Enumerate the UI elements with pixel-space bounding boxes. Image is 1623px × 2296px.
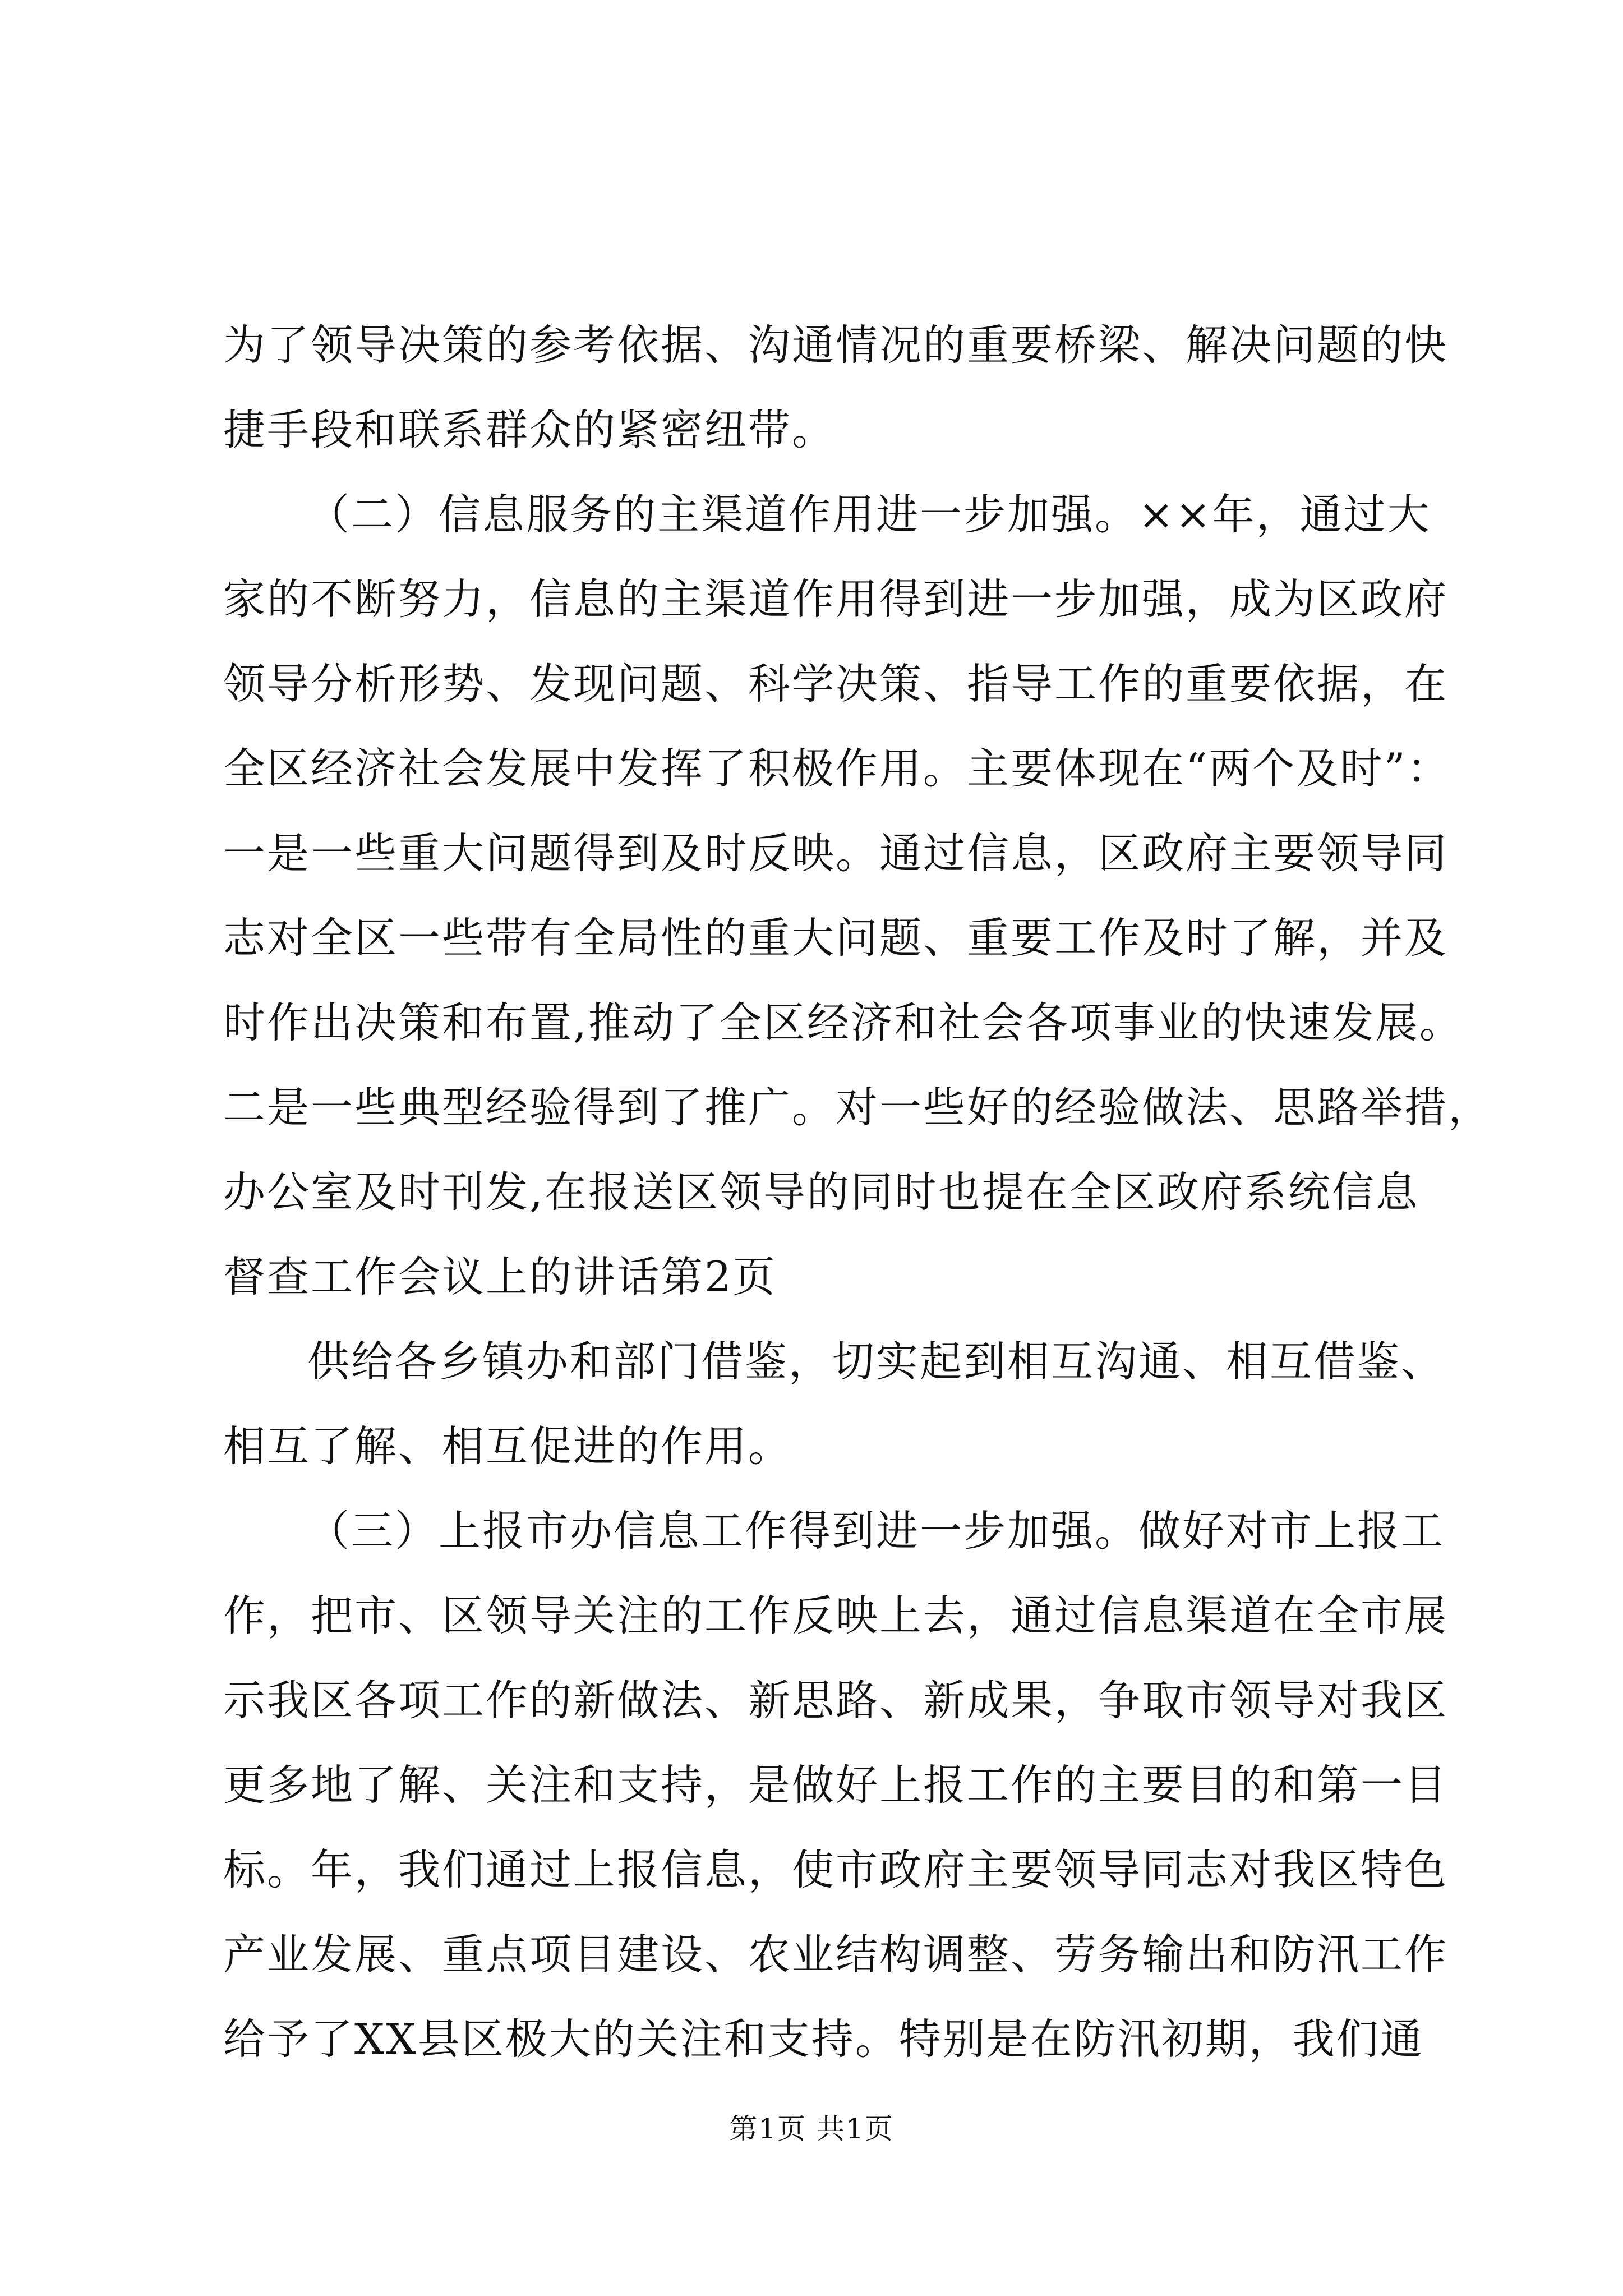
text-line: 家的不断努力，信息的主渠道作用得到进一步加强，成为区政府 bbox=[223, 574, 1449, 624]
text-line: 标。年，我们通过上报信息，使市政府主要领导同志对我区特色 bbox=[223, 1845, 1449, 1894]
text-line: 产业发展、重点项目建设、农业结构调整、劳务输出和防汛工作 bbox=[223, 1930, 1449, 1979]
text-line: 领导分析形势、发现问题、科学决策、指导工作的重要依据，在 bbox=[223, 659, 1449, 708]
text-line: 为了领导决策的参考依据、沟通情况的重要桥梁、解决问题的快 bbox=[223, 320, 1449, 370]
text-line: 二是一些典型经验得到了推广。对一些好的经验做法、思路举措， bbox=[223, 1083, 1492, 1132]
text-line: 一是一些重大问题得到及时反映。通过信息，区政府主要领导同 bbox=[223, 829, 1449, 878]
body-text bbox=[223, 303, 1492, 2082]
text-line: 时作出决策和布置,推动了全区经济和社会各项事业的快速发展。 bbox=[223, 998, 1463, 1047]
text-line: 志对全区一些带有全局性的重大问题、重要工作及时了解，并及 bbox=[223, 913, 1449, 963]
text-line: 全区经济社会发展中发挥了积极作用。主要体现在“两个及时”： bbox=[223, 744, 1451, 793]
page-title-line: 督查工作会议上的讲话第2页 bbox=[223, 1252, 777, 1301]
text-line: 捷手段和联系群众的紧密纽带。 bbox=[223, 405, 836, 454]
text-line: 供给各乡镇办和部门借鉴，切实起到相互沟通、相互借鉴、 bbox=[307, 1337, 1445, 1386]
page-number-footer: 第1页 共1页 bbox=[729, 2113, 894, 2145]
text-line: 作，把市、区领导关注的工作反映上去，通过信息渠道在全市展 bbox=[223, 1591, 1449, 1640]
section-heading-line: （二）信息服务的主渠道作用进一步加强。××年，通过大 bbox=[307, 490, 1431, 539]
text-line: 示我区各项工作的新做法、新思路、新成果，争取市领导对我区 bbox=[223, 1676, 1449, 1725]
text-line: 相互了解、相互促进的作用。 bbox=[223, 1421, 792, 1471]
text-line: 给予了XX县区极大的关注和支持。特别是在防汛初期，我们通 bbox=[223, 2014, 1424, 2064]
text-line: 办公室及时刊发,在报送区领导的同时也提在全区政府系统信息 bbox=[223, 1167, 1419, 1217]
section-heading-line: （三）上报市办信息工作得到进一步加强。做好对市上报工 bbox=[307, 1506, 1445, 1556]
text-line: 更多地了解、关注和支持，是做好上报工作的主要目的和第一目 bbox=[223, 1760, 1449, 1810]
